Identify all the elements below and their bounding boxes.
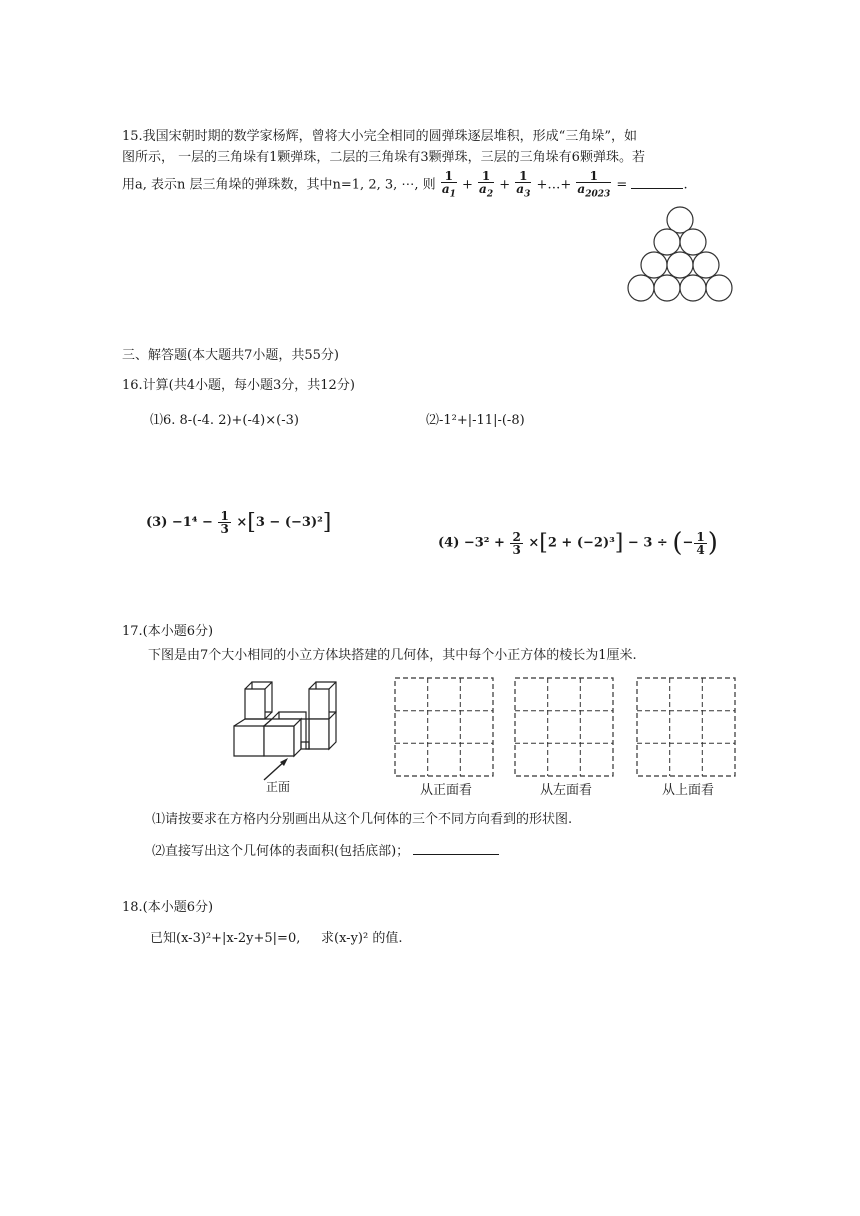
grid-label-front: 从正面看 [419,783,472,798]
marble [628,275,654,301]
marble [667,252,693,278]
q18-title: 18.(本小题6分) [122,900,214,915]
q15-frac-3: $\frac{1}{a_3}$ [516,169,531,200]
ellipsis: +…+ [536,177,572,193]
q16-part-4-tail: − 3 ÷ [627,535,668,551]
marble [706,275,732,301]
q15-frac-4: $\frac{1}{a_{2023}}$ [577,169,611,200]
answer-blank[interactable] [631,188,683,189]
cube-face [264,726,294,756]
q17-title: 17.(本小题6分) [122,624,214,639]
grid-label-left: 从左面看 [539,783,592,798]
q16-part-1: ⑴6. 8-(-4. 2)+(-4)×(-3) [150,413,299,428]
q16-part-2: ⑵-1²+|-11|-(-8) [426,413,525,428]
q16-part-4: (4) −3² + $\frac{2}{3}$ ×[2 + (−2)³] − 3 ÷ (− $\frac{1}{4}$ ) [438,528,718,558]
q17-sub-2 [152,842,499,862]
q18-ask: 求(x-y)² 的值. [321,931,403,946]
marble [641,252,667,278]
marble [680,229,706,255]
marble-pile-figure [620,202,740,306]
marble [693,252,719,278]
q16-part-3-inner: 3 − (−3)² [255,515,323,530]
q17-description: 下图是由7个大小相同的小立方体块搭建的几何体，其中每个小正方体的棱长为1厘米. [148,648,637,663]
section-3-title: 三、解答题(本大题共7小题，共55分) [122,348,339,363]
times-sign: × [236,515,248,530]
q17-sub-1: ⑴请按要求在方格内分别画出从这个几何体的三个不同方向看到的形状图. [152,812,573,827]
plus-sign: + [462,177,473,193]
q16-part-3-frac: $\frac{1}{3}$ [220,509,229,536]
marble [680,275,706,301]
q17-sub-2-text: ⑵直接写出这个几何体的表面积(包括底部)； [152,844,410,859]
q15-line-2: 图所示， 一层的三角垛有1颗弹珠，二层的三角垛有3颗弹珠，三层的三角垛有6颗弹珠。若 [122,150,645,165]
front-label: 正面 [266,780,291,794]
cube-face [234,726,264,756]
q16-title: 16.计算(共4小题，每小题3分，共12分) [122,378,355,393]
q16-part-3: (3) −1⁴ − $\frac{1}{3}$ ×[3 − (−3)²] [146,509,332,536]
equals-sign: = [616,177,628,193]
q16-part-4-frac-2: $\frac{1}{4}$ [696,529,705,557]
answer-blank[interactable] [413,854,499,855]
q16-part-4-inner: 2 + (−2)³ [547,535,615,551]
q16-part-4-prefix: (4) −3² + [438,535,505,551]
grid-label-top: 从上面看 [661,783,714,798]
left-view-grid[interactable] [514,677,614,777]
q15-frac-1: $\frac{1}{a_1}$ [441,169,456,200]
q16-part-4-frac: $\frac{2}{3}$ [512,529,521,557]
marble [654,275,680,301]
minus-sign: − [682,535,694,551]
q15-line-3-prefix: 用a, 表示n 层三角垛的弹珠数，其中n=1, 2, 3, ⋯, 则 [122,177,436,193]
cube-structure-figure [228,680,358,792]
front-view-grid[interactable] [394,677,494,777]
plus-sign: + [499,177,511,193]
period: . [683,177,688,193]
cube-face [245,689,265,719]
q18-given: 已知(x-3)²+|x-2y+5|=0, [150,931,301,946]
q15-line-1: 15.我国宋朝时期的数学家杨辉，曾将大小完全相同的圆弹珠逐层堆积，形成“三角垛”，如 [122,129,637,144]
times-sign: × [528,535,540,551]
marble [654,229,680,255]
q15-line-3 [122,170,688,200]
q15-frac-2: $\frac{1}{a_2}$ [479,169,494,200]
q16-part-3-prefix: (3) −1⁴ − [146,515,213,530]
top-view-grid[interactable] [636,677,736,777]
